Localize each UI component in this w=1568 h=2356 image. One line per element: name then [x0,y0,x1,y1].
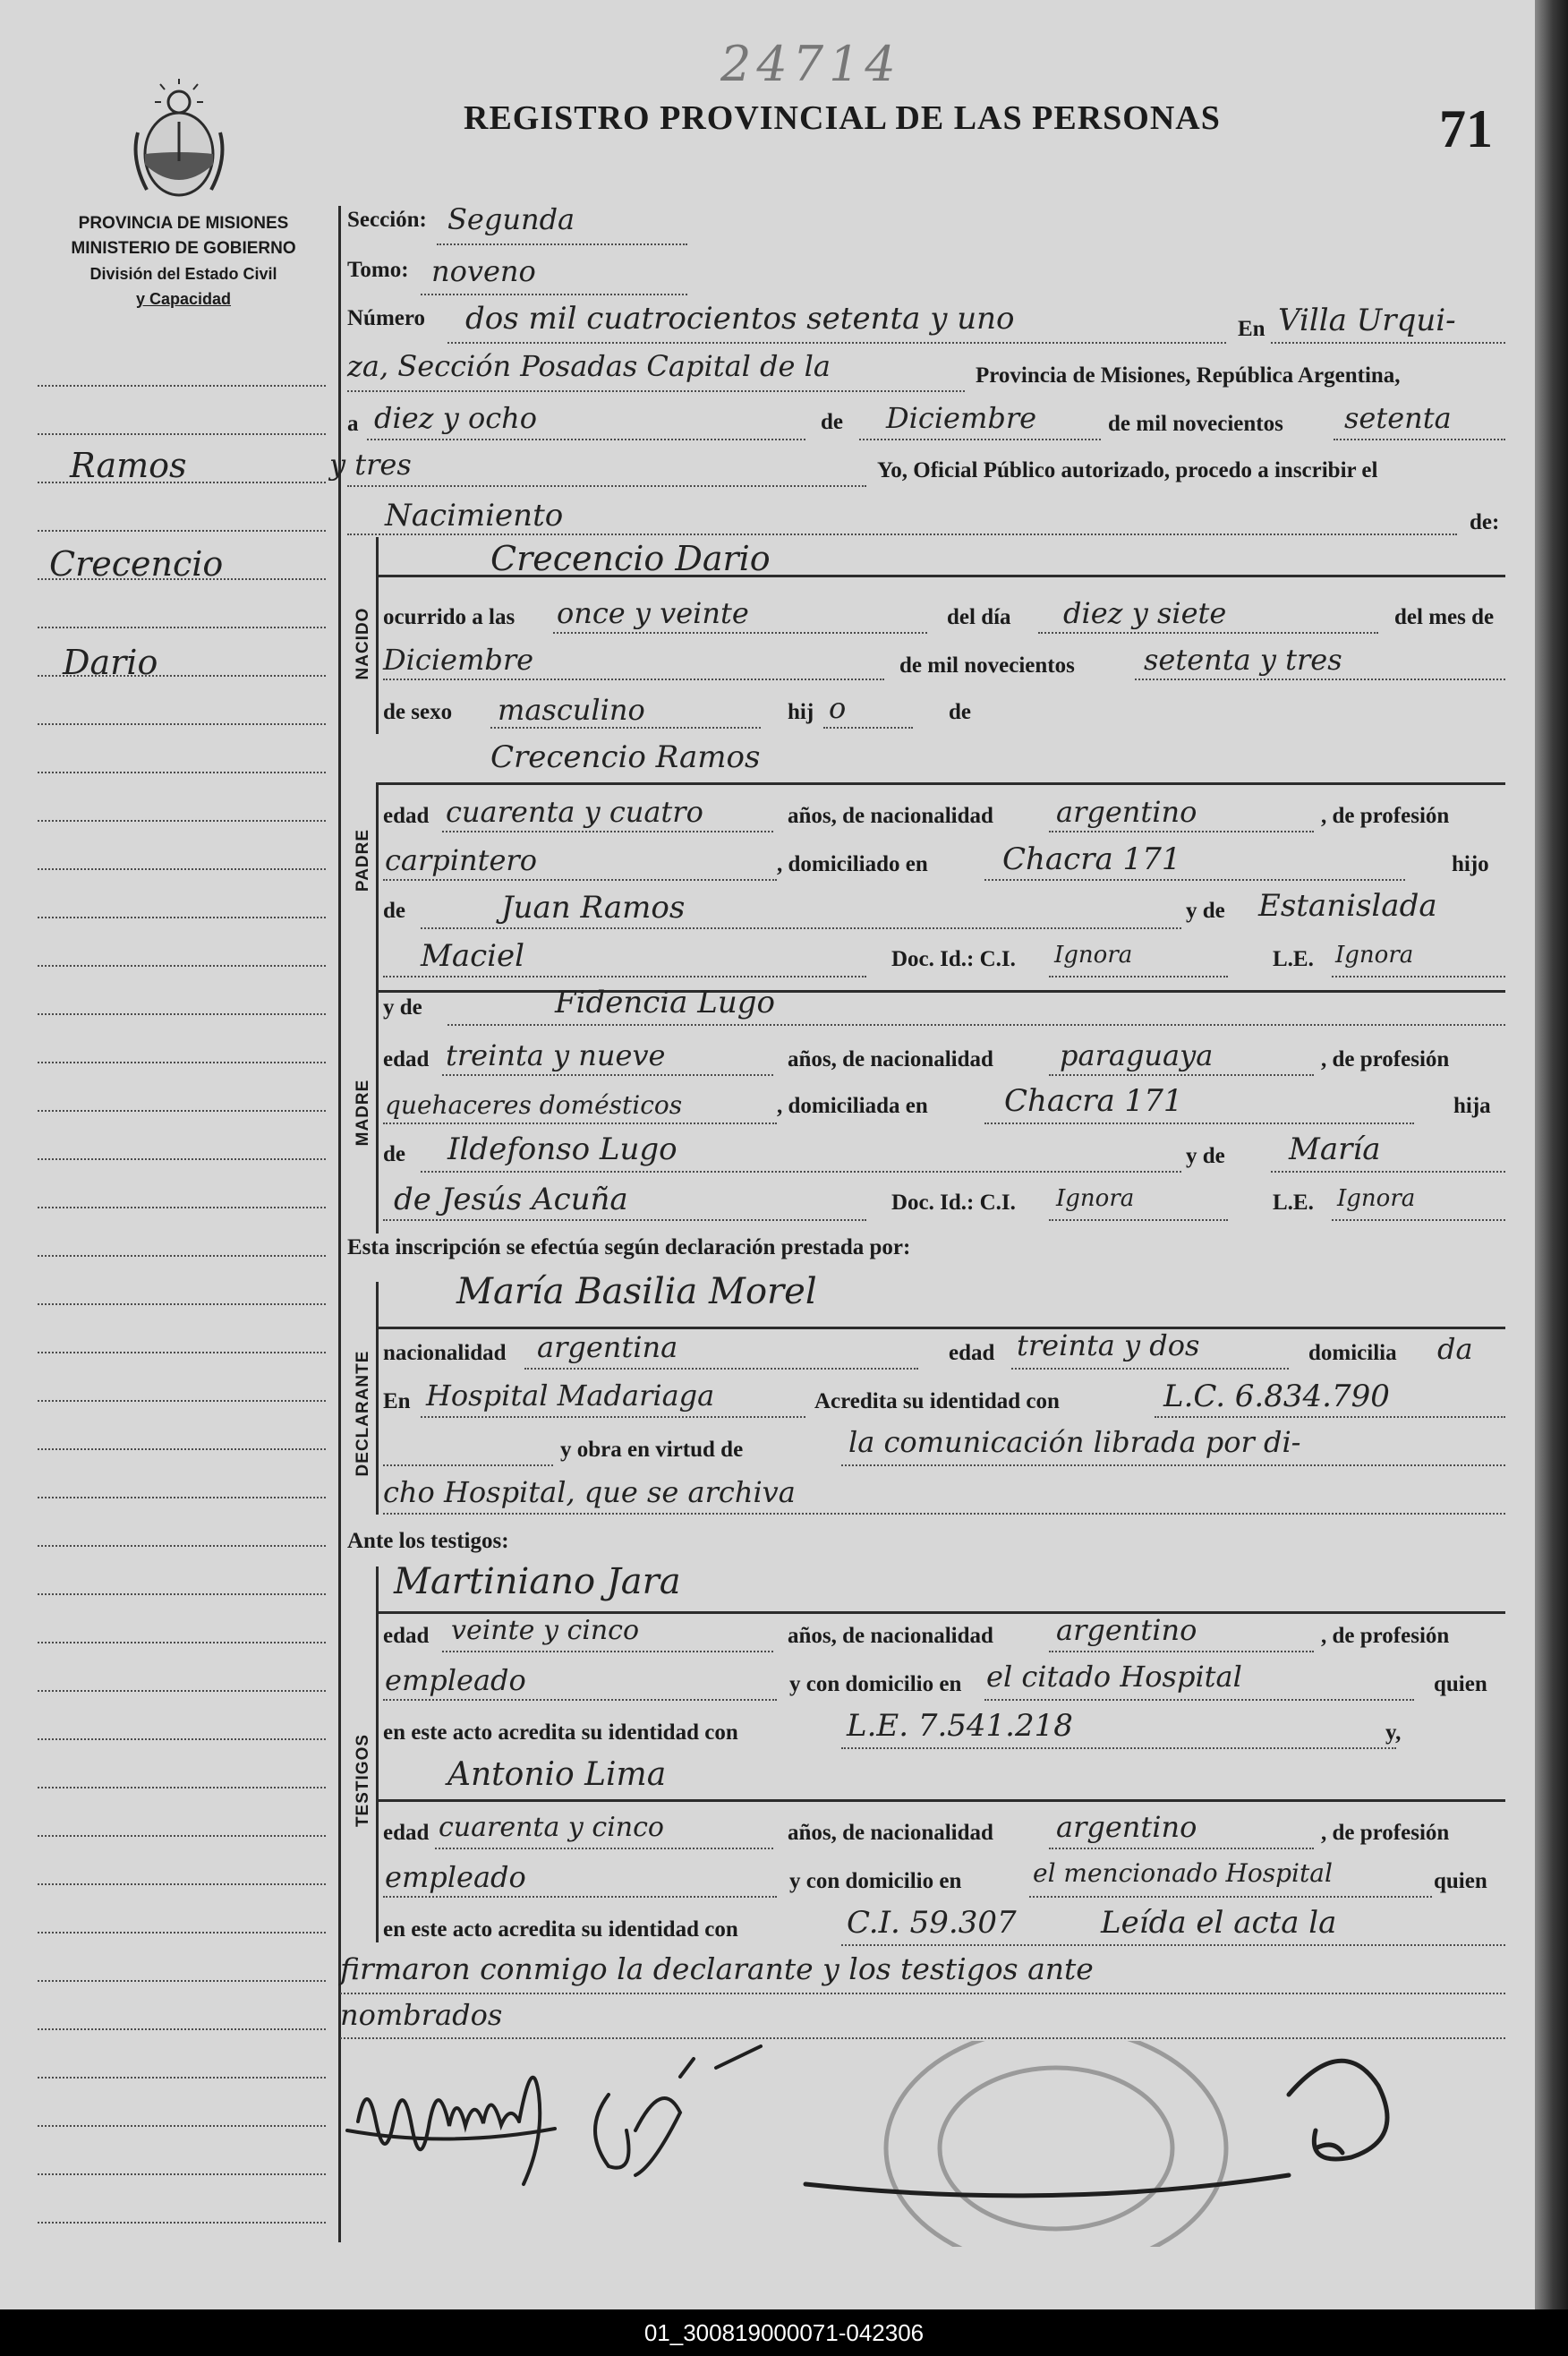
rule [376,990,1505,993]
dotline [859,439,1101,440]
dotline [1271,1171,1505,1173]
margin-rule [38,2077,326,2079]
margin-rule [38,1883,326,1885]
dotline [841,1944,1505,1946]
label-quien-t1: quien [1434,1672,1487,1696]
label-ocurrido: ocurrido a las [383,605,516,629]
margin-rule [38,1013,326,1015]
label-hija: hija [1453,1094,1491,1118]
value-testigo2-nombre: Antonio Lima [447,1756,667,1793]
margin-note-first-name: Crecencio [49,544,224,584]
dotline [447,342,1226,344]
dotline [1135,679,1505,680]
office-division: División del Estado Civil [89,265,277,283]
dotline [553,632,927,634]
label-profesion-t1: , de profesión [1321,1624,1450,1648]
dotline [984,1699,1414,1701]
dotline [841,1464,1505,1466]
value-madre-nombre: Fidencia Lugo [555,985,775,1020]
label-doc-padre: Doc. Id.: C.I. [891,947,1016,971]
margin-rule [38,433,326,435]
label-del-dia: del día [947,605,1011,629]
margin-rule [38,917,326,918]
label-de-colon: de: [1470,510,1500,534]
page-number: 71 [1439,99,1493,158]
label-y-comma: y, [1385,1720,1402,1745]
coat-of-arms-icon [125,79,233,204]
label-ante-testigos: Ante los testigos: [347,1529,509,1553]
label-quien-t2: quien [1434,1869,1487,1893]
value-padre-madre-2: Maciel [421,938,524,974]
margin-rule [38,2222,326,2224]
value-padre-le: Ignora [1335,942,1414,969]
label-anos-t2: años, de nacionalidad [788,1821,993,1845]
margin-rule [38,1303,326,1305]
section-label-declarante: DECLARANTE [354,1350,372,1477]
value-obra-2: cho Hospital, que se archiva [383,1475,796,1509]
label-edad-t2: edad [383,1821,430,1845]
dotline [367,439,805,440]
label-de-mil-nov-2: de mil novecientos [899,653,1075,678]
official-signature-icon [805,2061,1387,2196]
label-doc-madre: Doc. Id.: C.I. [891,1191,1016,1215]
dotline [421,294,687,295]
value-declarante-nombre: María Basilia Morel [456,1271,817,1312]
value-padre-ci: Ignora [1054,942,1133,969]
value-madre-madre-1: María [1289,1131,1381,1167]
dotline [435,1848,773,1849]
dotline [1038,632,1378,634]
label-tomo: Tomo: [347,258,409,282]
margin-rule [38,1593,326,1595]
value-padre-padre: Juan Ramos [501,890,686,926]
rule [376,1611,1505,1614]
dotline [1049,1848,1314,1849]
value-dia-inscripcion: diez y ocho [374,401,537,435]
dotline [1011,1368,1289,1370]
dotline [383,1896,777,1898]
value-padre-profesion: carpintero [385,843,537,877]
value-testigo2-edad: cuarenta y cinco [439,1812,664,1843]
margin-note-second-name: Dario [63,643,158,682]
margin-rule [38,1062,326,1063]
filename-caption: 01_300819000071-042306 [0,2309,1568,2356]
office-capacity: y Capacidad [135,290,232,308]
dotline [1049,976,1228,977]
value-anio: setenta y tres [1144,643,1342,677]
value-anio-cont: y tres [329,448,412,482]
margin-rule [38,1980,326,1982]
label-en: En [1238,317,1265,341]
margin-rule [38,772,326,773]
dotline [437,243,687,245]
rule [376,1327,1505,1329]
margin-rule [38,1448,326,1450]
section-rule [376,782,379,990]
value-testigo1-edad: veinte y cinco [451,1615,640,1646]
label-y-de-madre: y de [383,995,422,1020]
register-title: REGISTRO PROVINCIAL DE LAS PERSONAS [464,99,1221,137]
dotline [442,1651,773,1652]
dotline [447,1024,1505,1026]
pencil-number: 24714 [720,36,901,92]
dotline [841,1747,1396,1749]
book-binding-edge [1535,0,1568,2309]
value-madre-le: Ignora [1337,1185,1416,1212]
dotline [1332,976,1505,977]
dotline [340,2037,1505,2039]
dotline [524,1368,918,1370]
margin-rule [38,1835,326,1837]
margin-rule [38,1352,326,1353]
section-rule [376,990,379,1233]
margin-rule [38,530,326,532]
margin-rule [38,2173,326,2175]
dotline [383,1699,777,1701]
label-hijo: hijo [1452,852,1489,876]
dotline [347,534,1457,535]
label-del-mes: del mes de [1394,605,1495,629]
section-rule [376,537,379,734]
value-madre-madre-2: de Jesús Acuña [394,1182,628,1217]
value-padre-domicilio: Chacra 171 [1002,841,1181,877]
margin-rule [38,1545,326,1547]
value-testigo1-documento: L.E. 7.541.218 [847,1708,1073,1744]
margin-rule [38,627,326,628]
label-hij: hij [788,700,814,724]
label-anos-padre: años, de nacionalidad [788,804,993,828]
margin-rule [38,1932,326,1933]
label-anos-t1: años, de nacionalidad [788,1624,993,1648]
margin-rule [38,1497,326,1498]
value-testigo2-profesion: empleado [385,1860,526,1894]
signature-area [340,2041,1504,2247]
dotline [984,879,1405,881]
margin-rule [38,1400,326,1402]
value-cierre-1: Leída el acta la [1101,1905,1337,1941]
section-rule [376,1282,379,1515]
dotline [1049,1219,1228,1221]
label-numero: Número [347,306,426,330]
section-label-nacido: NACIDO [354,607,372,680]
value-seccion: Segunda [447,202,575,236]
label-con-domicilio-t1: y con domicilio en [789,1672,962,1696]
value-nombre-nacido: Crecencio Dario [490,539,771,578]
margin-rule [38,385,326,387]
dotline [490,727,761,729]
label-y-de-madre-2: y de [1186,1144,1225,1168]
label-profesion-madre: , de profesión [1321,1047,1450,1071]
label-le-padre: L.E. [1273,947,1314,971]
margin-rule [38,2028,326,2030]
value-testigo1-domicilio: el citado Hospital [986,1660,1242,1694]
dotline [1334,439,1505,440]
value-declarante-edad: treinta y dos [1017,1328,1200,1362]
label-yo-oficial: Yo, Oficial Público autorizado, procedo a inscribir el [877,458,1378,482]
label-con-domicilio-t2: y con domicilio en [789,1869,962,1893]
dotline [1029,1896,1432,1898]
margin-rule [38,1207,326,1208]
dotline [984,1123,1414,1124]
dotline [383,1219,866,1221]
value-testigo2-documento: C.I. 59.307 [847,1905,1017,1941]
dotline [442,831,773,832]
label-edad-t1: edad [383,1624,430,1648]
margin-rule [38,2125,326,2127]
value-cierre-3: nombrados [340,1998,503,2032]
dotline [442,1074,773,1076]
margin-rule [38,1787,326,1788]
label-provincia: Provincia de Misiones, República Argentina, [976,363,1401,388]
label-de: de [821,410,843,434]
margin-note-surname: Ramos [70,446,187,485]
label-de-madre: de [383,1142,405,1166]
label-y-de-padre: y de [1186,899,1225,923]
label-anos-madre: años, de nacionalidad [788,1047,993,1071]
label-domiciliado: , domiciliado en [777,852,928,876]
value-testigo1-profesion: empleado [385,1663,526,1697]
value-hora: once y veinte [557,596,749,630]
dotline [383,1464,553,1466]
margin-rule [38,868,326,870]
label-profesion-padre: , de profesión [1321,804,1450,828]
value-padre-nacionalidad: argentino [1056,795,1197,829]
value-declarante-domicilio: Hospital Madariaga [426,1379,715,1413]
dotline [823,727,913,729]
label-a: a [347,412,359,436]
value-testigo1-nombre: Martiniano Jara [394,1561,681,1602]
value-anio-inscripcion: setenta [1344,401,1452,435]
dotline [347,390,965,392]
value-padre-nombre: Crecencio Ramos [490,739,761,775]
dotline [421,1171,1181,1173]
label-profesion-t2: , de profesión [1321,1821,1450,1845]
value-tomo: noveno [431,254,536,288]
dotline [1332,1219,1505,1221]
value-acta-tipo: Nacimiento [385,498,564,534]
dotline [340,1993,1505,1994]
label-esta-inscripcion: Esta inscripción se efectúa según declaración prestada por: [347,1235,911,1259]
value-padre-edad: cuarenta y cuatro [446,795,703,829]
value-lugar-1: Villa Urqui- [1278,303,1456,338]
label-en-este-acto-t1: en este acto acredita su identidad con [383,1720,738,1745]
value-lugar-2: za, Sección Posadas Capital de la [347,349,831,383]
dotline [421,1416,805,1418]
label-domiciliada: , domiciliada en [777,1094,928,1118]
margin-rule [38,820,326,822]
label-le-madre: L.E. [1273,1191,1314,1215]
value-madre-padre: Ildefonso Lugo [447,1131,677,1167]
dotline [383,1123,777,1124]
dotline [383,679,884,680]
section-rule [376,1566,379,1942]
value-obra-1: la comunicación librada por di- [848,1425,1301,1459]
value-padre-madre-1: Estanislada [1258,888,1437,924]
section-label-testigos: TESTIGOS [354,1733,372,1828]
label-edad-padre: edad [383,804,430,828]
value-testigo2-domicilio: el mencionado Hospital [1033,1858,1333,1888]
margin-divider [338,206,341,2242]
label-edad-madre: edad [383,1047,430,1071]
margin-rule [38,1738,326,1740]
office-province: PROVINCIA DE MISIONES [78,214,289,233]
value-testigo2-nacionalidad: argentino [1056,1810,1197,1844]
office-ministry: MINISTERIO DE GOBIERNO [71,239,296,258]
dotline [421,927,1181,929]
value-cierre-2: firmaron conmigo la declarante y los testigos ante [340,1951,1094,1986]
label-domicilia: domicilia [1308,1341,1397,1365]
dotline [1049,831,1314,832]
dotline [347,485,866,487]
label-sexo: de sexo [383,700,453,724]
margin-rule [38,723,326,725]
declarant-signature-icon [347,2078,555,2184]
value-hij-suffix: o [829,691,847,725]
margin-rule [38,1690,326,1692]
rule [376,1799,1505,1802]
label-en-decl: En [383,1389,411,1413]
dotline [1049,1651,1314,1652]
value-sexo: masculino [498,693,645,727]
label-de-2: de [949,700,971,724]
office-block [36,211,331,312]
value-declarante-nacionalidad: argentina [537,1330,678,1364]
margin-rule [38,1642,326,1643]
section-label-padre: PADRE [354,828,372,892]
label-obra: y obra en virtud de [560,1438,744,1462]
label-en-este-acto-t2: en este acto acredita su identidad con [383,1917,738,1942]
dotline [383,879,777,881]
label-de-padre: de [383,899,405,923]
section-label-madre: MADRE [354,1079,372,1147]
margin-rule [38,1110,326,1112]
witness-signature-icon [595,2046,761,2175]
dotline [1155,1416,1505,1418]
dotline [1271,342,1505,344]
value-madre-nacionalidad: paraguaya [1060,1038,1214,1072]
margin-rule [38,1158,326,1160]
dotline [1049,1074,1314,1076]
dotline [383,976,866,977]
value-mes-inscripcion: Diciembre [886,401,1037,435]
value-testigo1-nacionalidad: argentino [1056,1613,1197,1647]
value-madre-domicilio: Chacra 171 [1004,1083,1183,1119]
value-domicilia-suffix: da [1437,1332,1473,1366]
value-declarante-documento: L.C. 6.834.790 [1163,1379,1390,1414]
value-dia: diez y siete [1063,596,1227,630]
label-acredita: Acredita su identidad con [814,1389,1060,1413]
value-mes: Diciembre [383,643,534,677]
label-nacionalidad-decl: nacionalidad [383,1341,507,1365]
margin-rule [38,1255,326,1257]
label-de-mil-novecientos: de mil novecientos [1108,412,1283,436]
value-madre-edad: treinta y nueve [446,1038,666,1072]
margin-rule [38,965,326,967]
value-madre-ci: Ignora [1056,1185,1135,1212]
value-madre-profesion: quehaceres domésticos [385,1090,683,1120]
official-stamp-icon [886,2041,1226,2247]
label-edad-decl: edad [949,1341,995,1365]
rule [376,782,1505,785]
label-seccion: Sección: [347,208,427,232]
dotline [383,1513,1505,1515]
value-numero: dos mil cuatrocientos setenta y uno [465,301,1015,337]
